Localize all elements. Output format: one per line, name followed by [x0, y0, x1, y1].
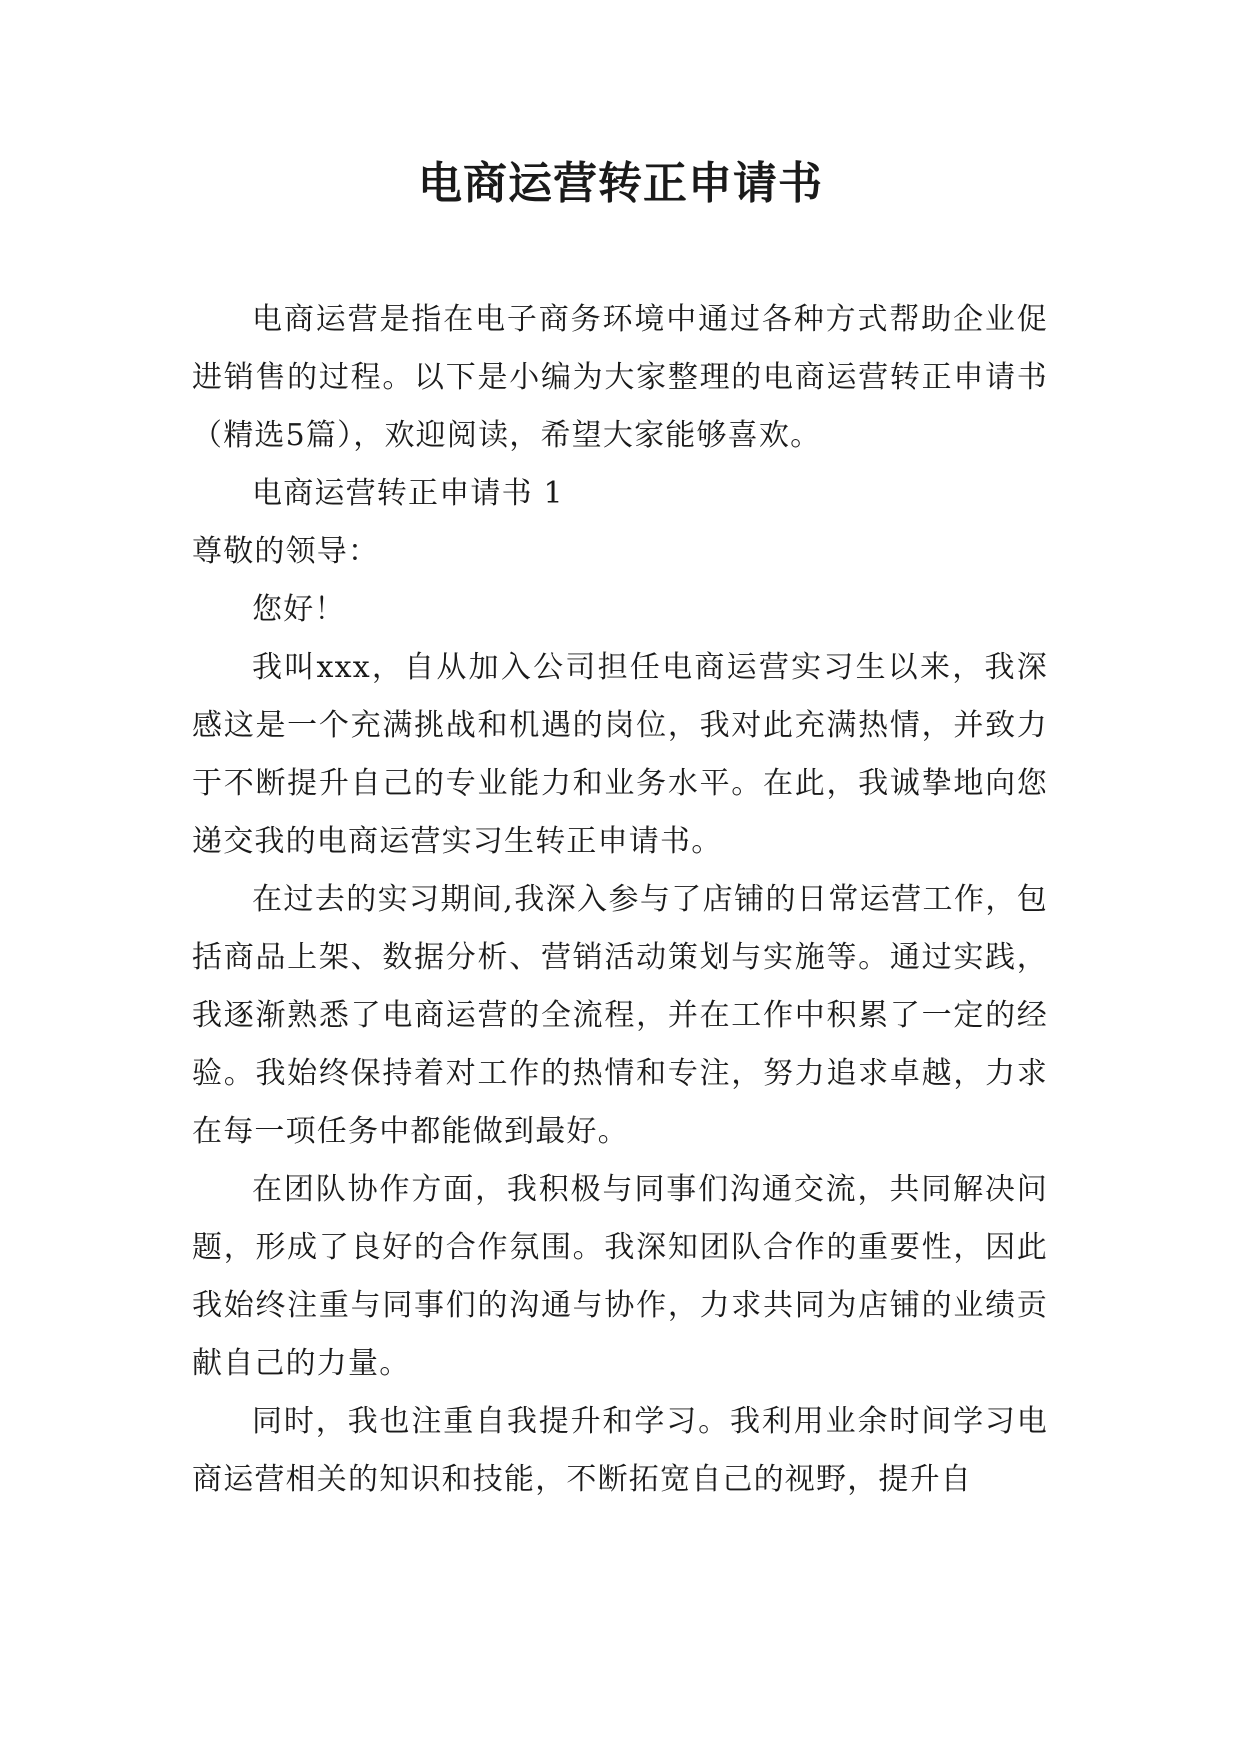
intro-paragraph: 电商运营是指在电子商务环境中通过各种方式帮助企业促进销售的过程。以下是小编为大家整理的电商运营转正申请书（精选5篇），欢迎阅读，希望大家能够喜欢。: [192, 302, 1048, 453]
body-paragraph-4: 同时，我也注重自我提升和学习。我利用业余时间学习电商运营相关的知识和技能，不断拓宽自己的视野，提升自: [192, 1404, 1048, 1497]
greeting: 您好！: [252, 592, 346, 627]
body-paragraph-1: 我叫xxx，自从加入公司担任电商运营实习生以来，我深感这是一个充满挑战和机遇的岗位，我对此充满热情，并致力于不断提升自己的专业能力和业务水平。在此，我诚挚地向您递交我的电商运营实习生转正申请书。: [192, 650, 1048, 859]
document-body: [192, 291, 1048, 1509]
section-heading: 电商运营转正申请书 1: [252, 476, 564, 511]
salutation: 尊敬的领导：: [192, 534, 380, 569]
document-title: 电商运营转正申请书: [418, 158, 823, 209]
body-paragraph-3: 在团队协作方面，我积极与同事们沟通交流，共同解决问题，形成了良好的合作氛围。我深知团队合作的重要性，因此我始终注重与同事们的沟通与协作，力求共同为店铺的业绩贡献自己的力量。: [192, 1172, 1048, 1381]
body-paragraph-2: 在过去的实习期间,我深入参与了店铺的日常运营工作，包括商品上架、数据分析、营销活动策划与实施等。通过实践，我逐渐熟悉了电商运营的全流程，并在工作中积累了一定的经验。我始终保持着对工作的热情和专注，努力追求卓越，力求在每一项任务中都能做到最好。: [192, 882, 1048, 1149]
